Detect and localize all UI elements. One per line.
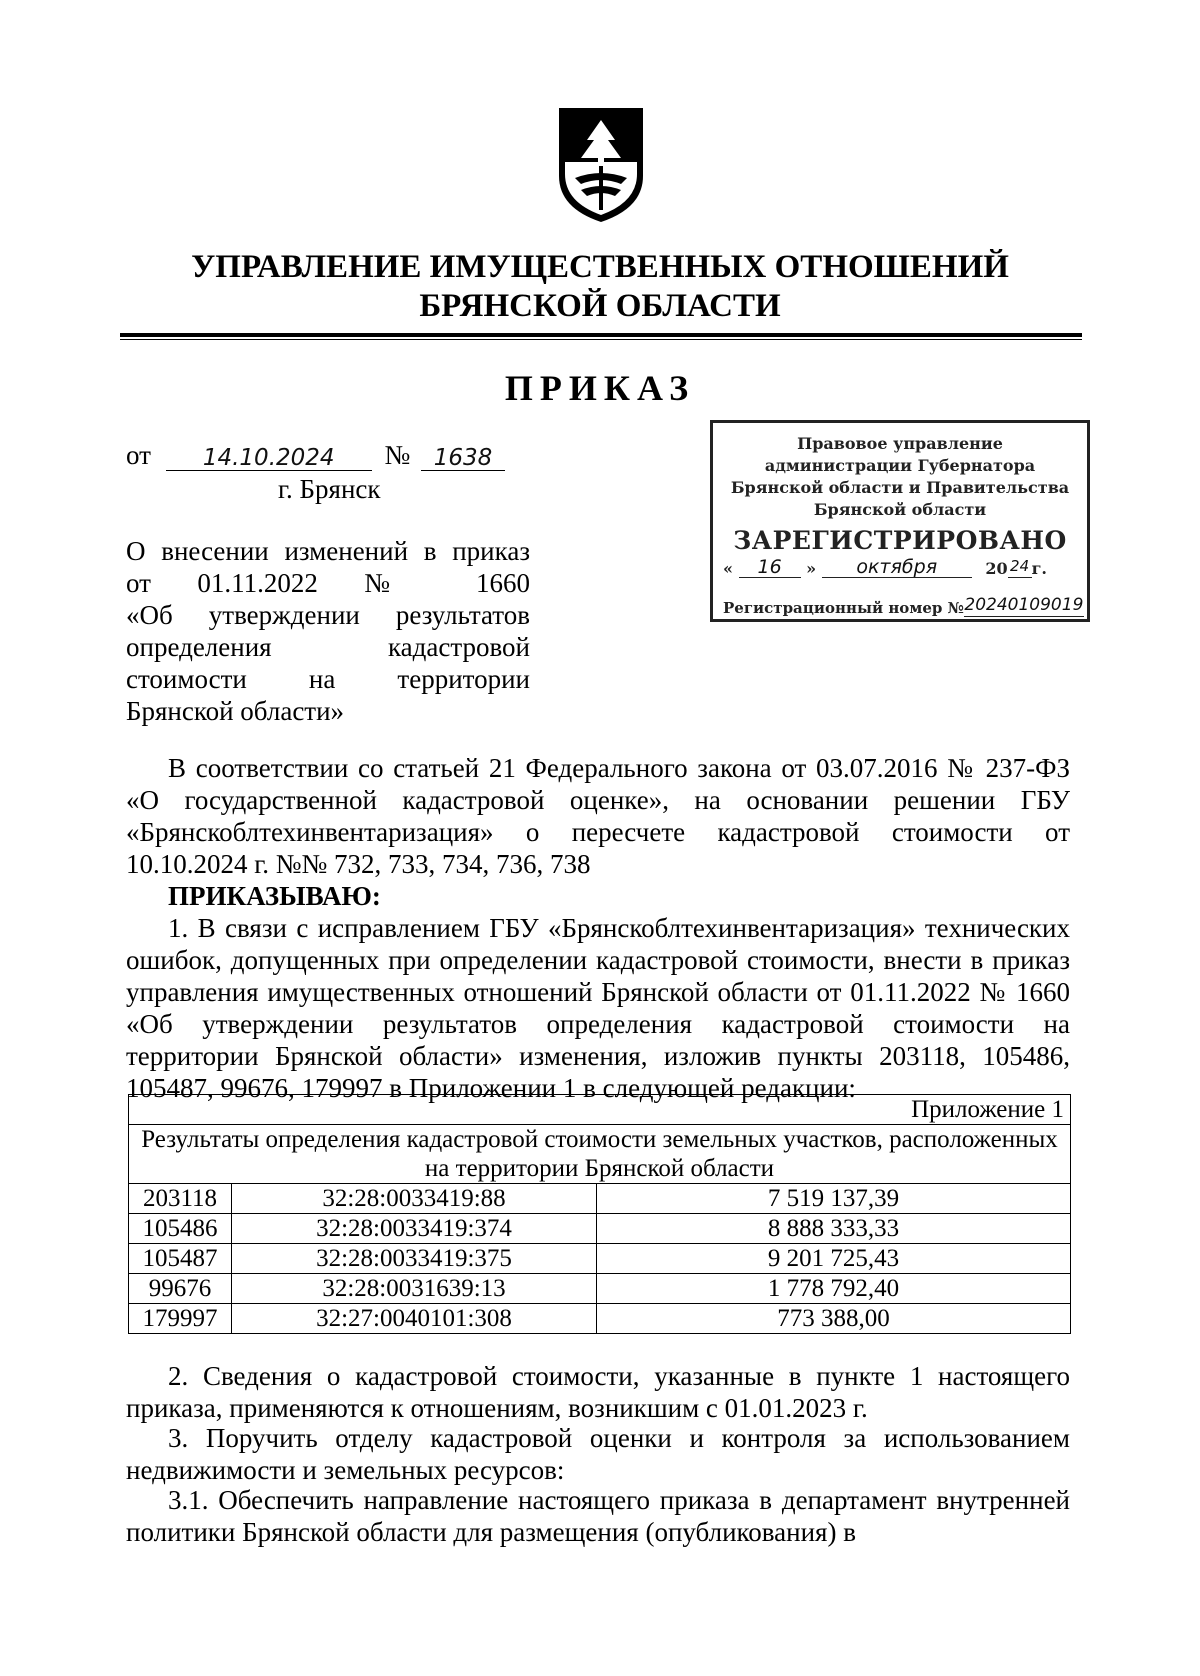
item-number-cell: 203118	[129, 1184, 232, 1214]
stamp-registered: ЗАРЕГИСТРИРОВАНО	[733, 526, 1067, 555]
subject-line: Брянской области»	[126, 696, 345, 726]
item-number-cell: 105486	[129, 1214, 232, 1244]
stamp-reg-number-line	[723, 595, 1085, 617]
item-number-cell: 179997	[129, 1304, 232, 1334]
order-date-line	[126, 440, 505, 471]
header-rule-thin	[120, 339, 1082, 340]
cadastral-value-cell: 1 778 792,40	[597, 1274, 1071, 1304]
order-item-3: 3. Поручить отделу кадастровой оценки и контроля за использованием недвижимости и земельных ресурсов:	[126, 1423, 1070, 1485]
stamp-reg-label: Регистрационный номер №	[723, 599, 964, 617]
header-rule-thick	[120, 333, 1082, 337]
stamp-line-4: Брянской области	[813, 500, 987, 519]
city: г. Брянск	[278, 474, 381, 504]
subject-line: определения кадастровой	[126, 632, 530, 662]
table-caption: Результаты определения кадастровой стоимости земельных участков, расположенных на территории Брянской области	[129, 1125, 1071, 1184]
stamp-date-line	[723, 556, 1083, 578]
stamp-line-2: администрации Губернатора	[764, 456, 1036, 475]
coat-of-arms-icon	[555, 104, 647, 224]
stamp-quote-close: »	[806, 559, 817, 578]
number-label: №	[384, 440, 411, 470]
subject-line: «Об утверждении результатов	[126, 600, 530, 630]
cadastral-number-cell: 32:28:0033419:374	[232, 1214, 597, 1244]
table-row	[129, 1184, 1071, 1214]
table-row	[129, 1244, 1071, 1274]
stamp-year-handwritten: 24	[1010, 557, 1030, 575]
stamp-year-prefix: 20	[985, 559, 1008, 578]
order-number-handwritten: 1638	[433, 445, 493, 471]
item-number-cell: 99676	[129, 1274, 232, 1304]
item-number-cell: 105487	[129, 1244, 232, 1274]
table-row	[129, 1214, 1071, 1244]
stamp-quote-open: «	[723, 559, 733, 578]
order-item-3-1: 3.1. Обеспечить направление настоящего приказа в департамент внутренней политики Брянской области для размещения (опубликования) в	[126, 1485, 1070, 1547]
subject-line: О внесении изменений в приказ	[126, 536, 530, 566]
cadastral-number-cell: 32:28:0033419:375	[232, 1244, 597, 1274]
stamp-year-suffix: г.	[1031, 559, 1047, 578]
cadastral-value-cell: 8 888 333,33	[597, 1214, 1071, 1244]
cadastral-value-cell: 773 388,00	[597, 1304, 1071, 1334]
cadastral-value-cell: 7 519 137,39	[597, 1184, 1071, 1214]
cadastral-number-cell: 32:28:0033419:88	[232, 1184, 597, 1214]
cadastral-number-cell: 32:27:0040101:308	[232, 1304, 597, 1334]
order-date-handwritten: 14.10.2024	[202, 445, 335, 471]
cadastral-value-table	[128, 1094, 1071, 1334]
order-date-field	[166, 441, 372, 471]
stamp-line-3: Брянской области и Правительства	[730, 478, 1070, 497]
subject-line: стоимости на территории	[126, 664, 530, 694]
order-number-field	[421, 441, 505, 471]
table-row	[129, 1274, 1071, 1304]
stamp-month-handwritten: октября	[856, 556, 938, 578]
table-row	[129, 1304, 1071, 1334]
cadastral-value-cell: 9 201 725,43	[597, 1244, 1071, 1274]
table-appendix-label: Приложение 1	[129, 1095, 1071, 1125]
order-item-2: 2. Сведения о кадастровой стоимости, указанные в пункте 1 настоящего приказа, применяются к отношениям, возникшим с 01.01.2023 г.	[126, 1361, 1070, 1423]
from-label: от	[126, 440, 151, 470]
registration-stamp	[710, 420, 1090, 622]
order-subject	[126, 535, 530, 727]
stamp-reg-number-handwritten: 20240109019	[964, 595, 1084, 615]
order-word: ПРИКАЗЫВАЮ:	[168, 881, 381, 911]
organization-name-line1: УПРАВЛЕНИЕ ИМУЩЕСТВЕННЫХ ОТНОШЕНИЙ	[191, 249, 1009, 285]
organization-name-line2: БРЯНСКОЙ ОБЛАСТИ	[419, 288, 781, 324]
stamp-day-handwritten: 16	[757, 556, 782, 578]
cadastral-number-cell: 32:28:0031639:13	[232, 1274, 597, 1304]
document-type: ПРИКАЗ	[504, 368, 696, 408]
subject-line: от 01.11.2022 № 1660	[126, 568, 530, 598]
order-item-1: 1. В связи с исправлением ГБУ «Брянскоблтехинвентаризация» технических ошибок, допущенных при определении кадастровой стоимости, внести в приказ управления имущественных отношений Брянской области от 01.11.2022 № 1660 «Об утверждении результатов определения кадастровой стоимости на территории Брянской области» изменения, изложив пункты 203118, 105486, 105487, 99676, 179997 в Приложении 1 в следующей редакции:	[126, 913, 1070, 1103]
legal-basis-paragraph: В соответствии со статьей 21 Федерального закона от 03.07.2016 № 237-ФЗ «О государственной кадастровой оценке», на основании решении ГБУ «Брянскоблтехинвентаризация» о пересчете кадастровой стоимости от 10.10.2024 г. №№ 732, 733, 734, 736, 738	[126, 753, 1070, 879]
stamp-line-1: Правовое управление	[797, 434, 1003, 453]
